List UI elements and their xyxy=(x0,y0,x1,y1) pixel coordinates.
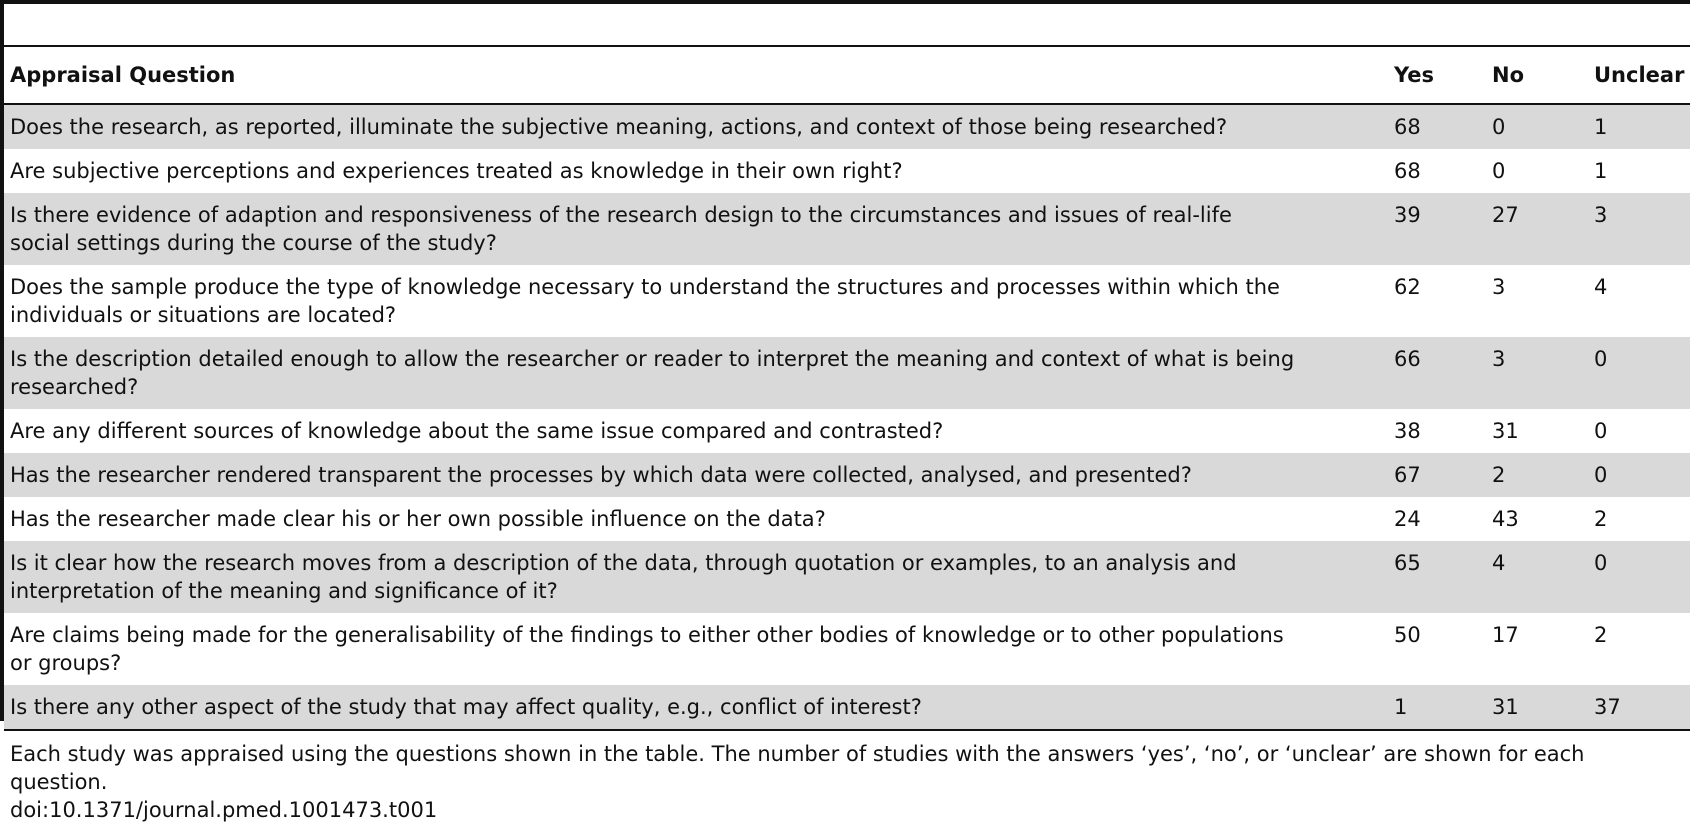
header-no: No xyxy=(1492,63,1525,87)
yes-count: 24 xyxy=(1394,507,1421,531)
no-count: 2 xyxy=(1486,453,1588,497)
question-cell: Has the researcher made clear his or her own possible influence on the data? xyxy=(10,507,826,531)
question-cell: Does the sample produce the type of knowledge necessary to understand the structures and processes within which the individuals or situations are located? xyxy=(10,275,1280,327)
no-count: 3 xyxy=(1486,337,1588,409)
unclear-count: 2 xyxy=(1594,623,1608,647)
no-count: 4 xyxy=(1486,541,1588,613)
table-row xyxy=(4,149,1690,193)
question-cell: Are claims being made for the generalisability of the findings to either other bodies of knowledge or to other populations or groups? xyxy=(10,623,1284,675)
question-cell: Is the description detailed enough to allow the researcher or reader to interpret the meaning and context of what is being researched? xyxy=(4,337,1388,409)
unclear-count: 1 xyxy=(1594,159,1608,183)
unclear-count: 0 xyxy=(1588,541,1690,613)
table-row xyxy=(4,193,1690,265)
question-cell: Is there any other aspect of the study that may affect quality, e.g., conflict of interest? xyxy=(4,685,1388,730)
unclear-count: 0 xyxy=(1594,419,1608,443)
table-row xyxy=(4,409,1690,453)
table-row xyxy=(4,541,1690,613)
yes-count: 68 xyxy=(1394,159,1421,183)
table-row xyxy=(4,453,1690,497)
unclear-count: 4 xyxy=(1594,275,1608,299)
no-count: 27 xyxy=(1486,193,1588,265)
question-cell: Does the research, as reported, illuminate the subjective meaning, actions, and context of those being researched? xyxy=(4,104,1388,149)
table-row xyxy=(4,497,1690,541)
header-unclear: Unclear xyxy=(1594,63,1685,87)
no-count: 0 xyxy=(1492,159,1506,183)
question-cell: Is there evidence of adaption and responsiveness of the research design to the circumstances and issues of real-life social settings during the course of the study? xyxy=(4,193,1388,265)
no-count: 43 xyxy=(1492,507,1519,531)
yes-count: 38 xyxy=(1394,419,1421,443)
top-rule xyxy=(0,0,1690,4)
table-header-row xyxy=(4,46,1690,104)
doi-text: doi:10.1371/journal.pmed.1001473.t001 xyxy=(10,798,438,822)
unclear-count: 0 xyxy=(1588,453,1690,497)
header-appraisal-question: Appraisal Question xyxy=(10,63,236,87)
question-cell: Has the researcher rendered transparent the processes by which data were collected, analysed, and presented? xyxy=(4,453,1388,497)
no-count: 3 xyxy=(1492,275,1506,299)
unclear-count: 1 xyxy=(1588,104,1690,149)
yes-count: 62 xyxy=(1394,275,1421,299)
question-cell: Are subjective perceptions and experiences treated as knowledge in their own right? xyxy=(10,159,903,183)
yes-count: 68 xyxy=(1388,104,1486,149)
table-row xyxy=(4,685,1690,730)
yes-count: 50 xyxy=(1394,623,1421,647)
no-count: 17 xyxy=(1492,623,1519,647)
appraisal-table xyxy=(4,45,1690,731)
yes-count: 1 xyxy=(1388,685,1486,730)
yes-count: 65 xyxy=(1388,541,1486,613)
table-row xyxy=(4,337,1690,409)
unclear-count: 3 xyxy=(1588,193,1690,265)
footnote-text: Each study was appraised using the questions shown in the table. The number of studies with the answers ‘yes’, ‘no’, or ‘unclear’ are shown for each question. xyxy=(10,742,1585,794)
yes-count: 67 xyxy=(1388,453,1486,497)
unclear-count: 37 xyxy=(1588,685,1690,730)
table-row xyxy=(4,104,1690,149)
header-yes: Yes xyxy=(1394,63,1435,87)
appraisal-table-container xyxy=(4,45,1690,731)
question-cell: Is it clear how the research moves from a description of the data, through quotation or examples, to an analysis and interpretation of the meaning and significance of it? xyxy=(4,541,1388,613)
no-count: 31 xyxy=(1492,419,1519,443)
no-count: 0 xyxy=(1486,104,1588,149)
unclear-count: 0 xyxy=(1588,337,1690,409)
table-footnote xyxy=(10,740,1680,824)
table-row xyxy=(4,613,1690,685)
table-row xyxy=(4,265,1690,337)
yes-count: 39 xyxy=(1388,193,1486,265)
unclear-count: 2 xyxy=(1594,507,1608,531)
question-cell: Are any different sources of knowledge about the same issue compared and contrasted? xyxy=(10,419,944,443)
no-count: 31 xyxy=(1486,685,1588,730)
yes-count: 66 xyxy=(1388,337,1486,409)
